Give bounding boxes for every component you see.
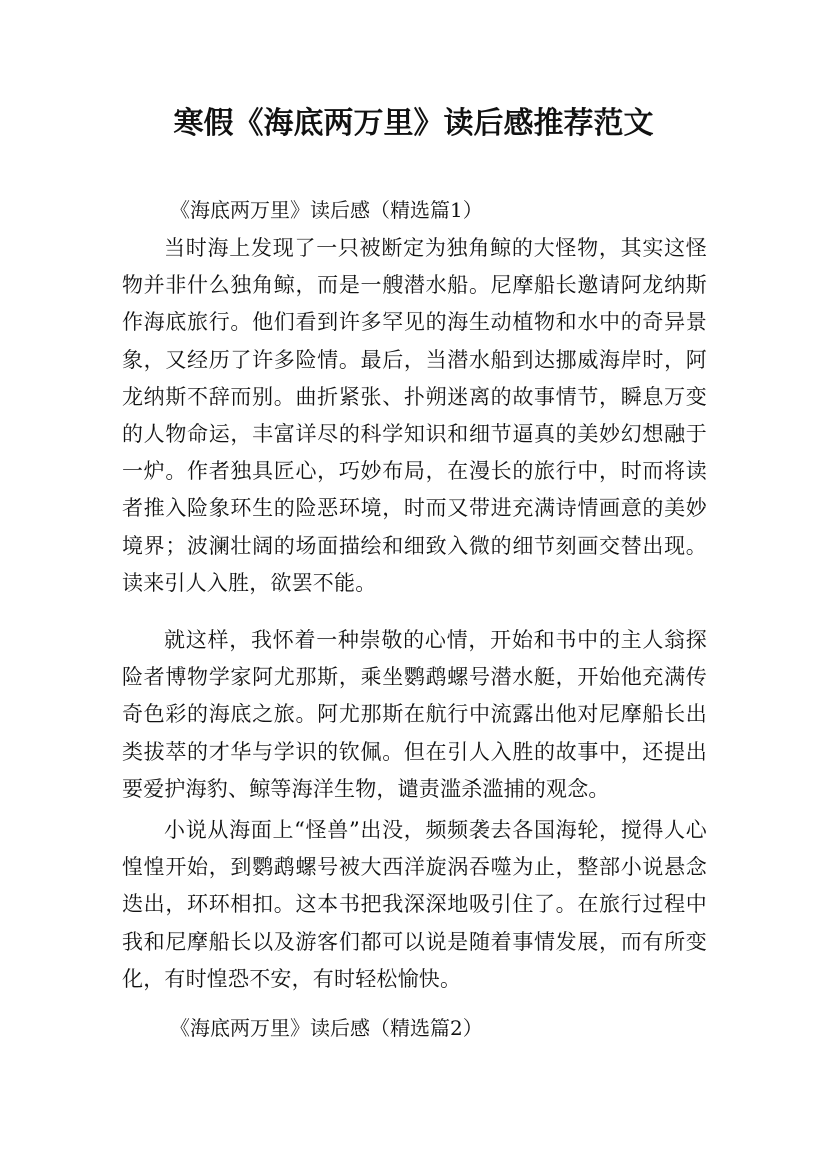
section-heading-1: 《海底两万里》读后感（精选篇1） — [170, 198, 483, 222]
paragraph-2: 就这样，我怀着一种崇敬的心情，开始和书中的主人翁探险者博物学家阿尤那斯，乘坐鹦鹉螺号潜水艇，开始他充满传奇色彩的海底之旅。阿尤那斯在航行中流露出他对尼摩船长出类拔萃的才华与学识的钦佩。但在引人入胜的故事中，还提出要爱护海豹、鲸等海洋生物，谴责滥杀滥捕的观念。 — [122, 628, 707, 801]
document-title: 寒假《海底两万里》读后感推荐范文 — [173, 106, 654, 141]
paragraph-3: 小说从海面上“怪兽”出没，频频袭去各国海轮，搅得人心惶惶开始，到鹦鹉螺号被大西洋旋涡吞噬为止，整部小说悬念迭出，环环相扣。这本书把我深深地吸引住了。在旅行过程中我和尼摩船长以及游客们都可以说是随着事情发展，而有所变化，有时惶恐不安，有时轻松愉快。 — [122, 818, 707, 991]
paragraph-1: 当时海上发现了一只被断定为独角鲸的大怪物，其实这怪物并非什么独角鲸，而是一艘潜水船。尼摩船长邀请阿龙纳斯作海底旅行。他们看到许多罕见的海生动植物和水中的奇异景象，又经历了许多险情。最后，当潜水船到达挪威海岸时，阿龙纳斯不辞而别。曲折紧张、扑朔迷离的故事情节，瞬息万变的人物命运，丰富详尽的科学知识和细节逼真的美妙幻想融于一炉。作者独具匠心，巧妙布局，在漫长的旅行中，时而将读者推入险象环生的险恶环境，时而又带进充满诗情画意的美妙境界；波澜壮阔的场面描绘和细致入微的细节刻画交替出现。读来引人入胜，欲罢不能。 — [122, 236, 707, 595]
section-heading-2: 《海底两万里》读后感（精选篇2） — [170, 1016, 483, 1040]
